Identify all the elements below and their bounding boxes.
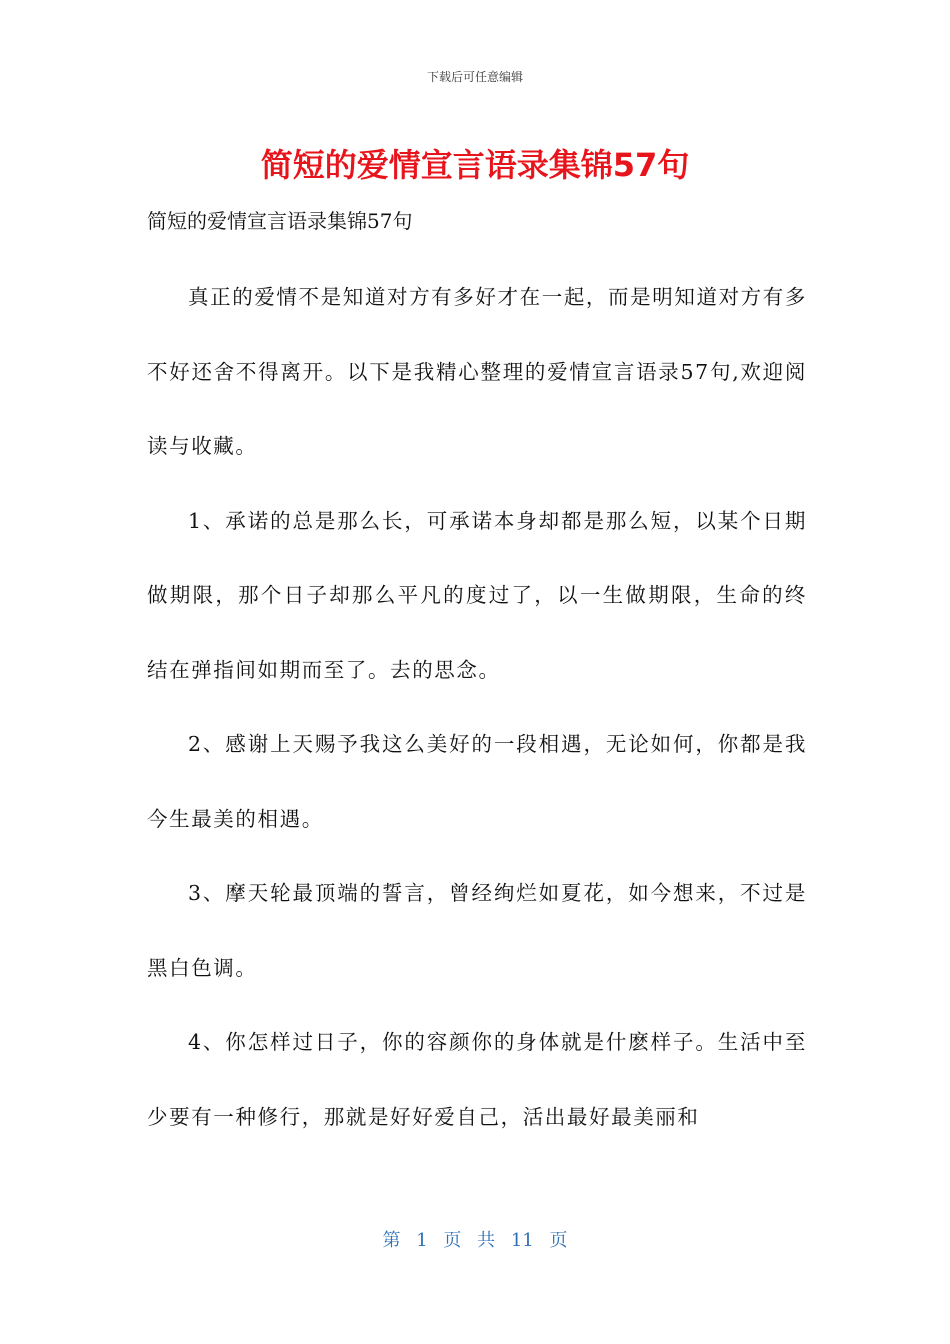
page-number: 第 1 页 共 11 页 [382, 1230, 568, 1251]
document-subtitle: 简短的爱情宣言语录集锦57句 [147, 209, 413, 233]
paragraph-intro: 真正的爱情不是知道对方有多好才在一起，而是明知道对方有多不好还舍不得离开。以下是我精心整理的爱情宣言语录57句,欢迎阅读与收藏。 [147, 285, 807, 458]
paragraph-3: 3、摩天轮最顶端的誓言，曾经绚烂如夏花，如今想来，不过是黑白色调。 [147, 881, 807, 980]
paragraph-2: 2、感谢上天赐予我这么美好的一段相遇，无论如何，你都是我今生最美的相遇。 [147, 732, 807, 831]
paragraph-1: 1、承诺的总是那么长，可承诺本身却都是那么短，以某个日期做期限，那个日子却那么平凡的度过了，以一生做期限，生命的终结在弹指间如期而至了。去的思念。 [147, 508, 807, 682]
header-note: 下载后可任意编辑 [426, 70, 523, 84]
document-title: 简短的爱情宣言语录集锦57句 [260, 146, 690, 184]
paragraph-4: 4、你怎样过日子，你的容颜你的身体就是什麽样子。生活中至少要有一种修行，那就是好好爱自己，活出最好最美丽和 [147, 1030, 807, 1129]
document-body [147, 260, 807, 1154]
